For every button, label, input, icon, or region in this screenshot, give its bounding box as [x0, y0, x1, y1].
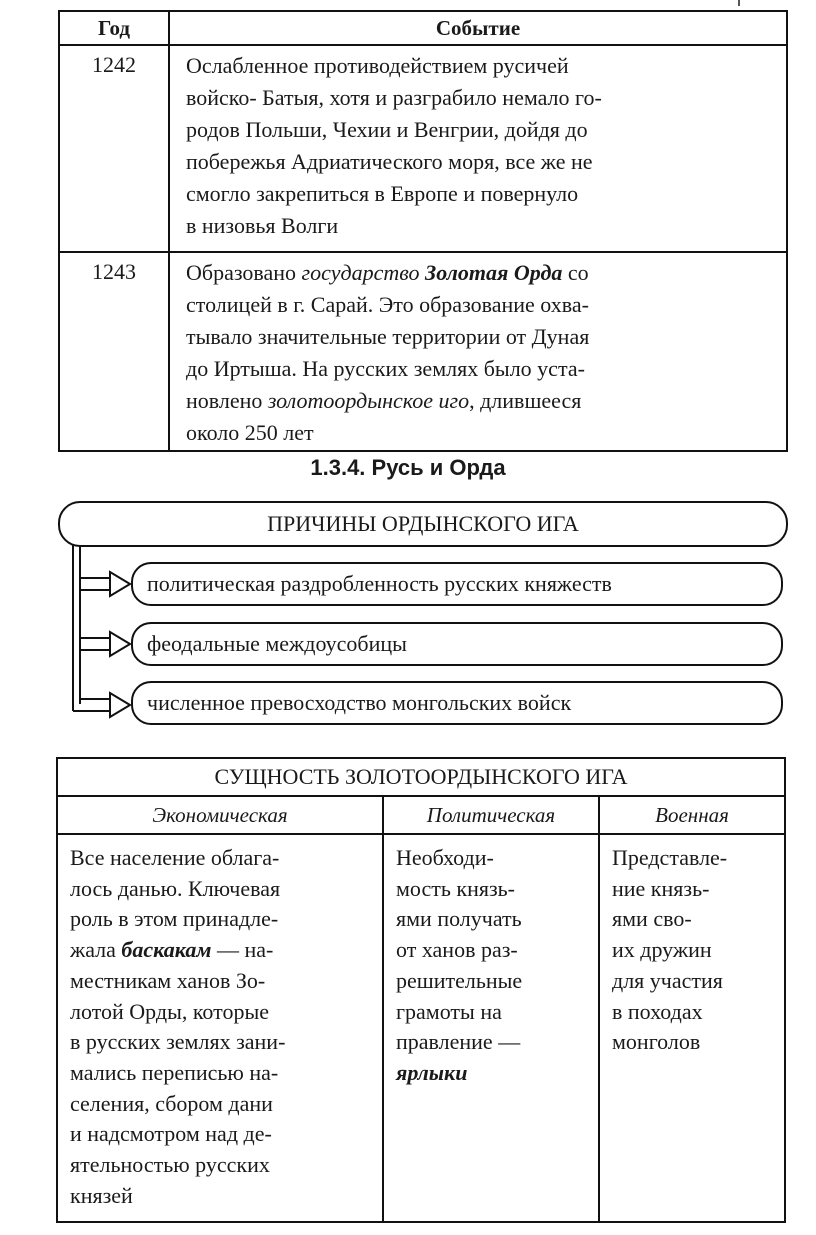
text-line	[70, 1150, 376, 1181]
key-term: ярлыки	[396, 1059, 468, 1085]
text-line	[70, 1058, 376, 1089]
text-segment: селения, сбором дани	[70, 1090, 273, 1116]
event-year: 1242	[59, 45, 169, 252]
cause-text: численное превосходство монгольских войск	[147, 690, 572, 715]
text-line	[396, 966, 592, 997]
text-segment: смогло закрепиться в Европе и повернуло	[186, 181, 579, 206]
text-segment: новлено	[186, 388, 268, 413]
text-segment: ями получать	[396, 906, 522, 932]
text-segment: тывало значительные территории от Дуная	[186, 324, 590, 349]
text-segment: жала	[70, 937, 122, 963]
aspect-military: Военная	[599, 796, 785, 834]
text-line	[612, 904, 778, 935]
text-segment: и надсмотром над де-	[70, 1121, 272, 1147]
text-segment: со	[562, 260, 589, 285]
section-title: 1.3.4. Русь и Орда	[310, 455, 506, 480]
header-year: Год	[59, 11, 169, 45]
text-segment: ятельностью русских	[70, 1152, 270, 1178]
political-description	[383, 834, 599, 1222]
key-term: Золотая Орда	[425, 260, 563, 285]
text-segment: мость князь-	[396, 875, 516, 901]
text-segment: в русских землях зани-	[70, 1029, 286, 1055]
text-line	[612, 997, 778, 1028]
text-segment: их дружин	[612, 937, 712, 963]
text-segment: Необходи-	[396, 845, 494, 870]
text-line	[70, 966, 376, 997]
essence-title-row	[57, 758, 785, 796]
text-segment: ние князь-	[612, 875, 710, 901]
text-line	[70, 843, 376, 874]
text-segment: родов Польши, Чехии и Венгрии, дойдя до	[186, 117, 588, 142]
economic-description	[57, 834, 383, 1222]
cause-box	[131, 562, 783, 606]
text-line	[612, 874, 778, 905]
text-line	[70, 1027, 376, 1058]
text-segment: мались переписью на-	[70, 1059, 279, 1085]
text-segment: около 250 лет	[186, 420, 314, 445]
text-line	[70, 997, 376, 1028]
text-line	[612, 843, 778, 874]
text-segment: Представле-	[612, 845, 728, 870]
text-segment: ями сво-	[612, 906, 692, 932]
text-line	[612, 1027, 778, 1058]
italic-term: государство	[301, 260, 420, 285]
text-segment: для участия	[612, 967, 723, 993]
text-line	[396, 874, 592, 905]
arrow-head	[110, 693, 130, 717]
text-segment: Ослабленное противодействием русичей	[186, 53, 569, 78]
text-segment: лотой Орды, которые	[70, 998, 270, 1024]
event-year: 1243	[59, 252, 169, 451]
essence-content-row	[57, 834, 785, 1222]
text-line	[70, 1089, 376, 1120]
cause-text: феодальные междоусобицы	[147, 631, 407, 656]
text-line	[70, 935, 376, 966]
text-line	[70, 1181, 376, 1212]
text-segment: местникам ханов Зо-	[70, 967, 266, 993]
text-segment: роль в этом принадле-	[70, 906, 279, 932]
text-line	[70, 874, 376, 905]
text-line	[612, 935, 778, 966]
text-segment: лось данью. Ключевая	[70, 875, 281, 901]
text-segment: войско- Батыя, хотя и разграбило немало го-	[186, 85, 602, 110]
text-segment: в походах	[612, 998, 703, 1024]
text-line	[70, 904, 376, 935]
text-line	[396, 843, 592, 874]
text-segment: Образовано	[186, 260, 302, 285]
header-event: Событие	[169, 11, 787, 45]
text-segment: монголов	[612, 1029, 701, 1055]
text-line	[396, 904, 592, 935]
text-segment: в низовья Волги	[186, 213, 339, 238]
text-segment: — на-	[211, 937, 274, 963]
key-term: баскакам	[121, 937, 212, 963]
essence-aspect-row	[57, 796, 785, 834]
text-segment: Все население облага-	[70, 845, 280, 870]
text-segment: князей	[70, 1182, 133, 1208]
military-description	[599, 834, 785, 1222]
text-line	[396, 997, 592, 1028]
essence-table	[56, 757, 786, 1223]
cause-box	[131, 622, 783, 666]
causes-title-box	[58, 501, 788, 547]
aspect-political: Политическая	[383, 796, 599, 834]
text-segment: решительные	[396, 967, 523, 993]
text-segment: побережья Адриатического моря, все же не	[186, 149, 593, 174]
arrow-head	[110, 572, 130, 596]
text-segment: столицей в г. Сарай. Это образование охва-	[186, 292, 589, 317]
text-line	[396, 1058, 592, 1089]
text-segment: правление —	[396, 1029, 521, 1055]
text-line	[396, 1027, 592, 1058]
text-line	[396, 935, 592, 966]
text-line	[612, 966, 778, 997]
text-segment: грамоты на	[396, 998, 502, 1024]
aspect-economic: Экономическая	[57, 796, 383, 834]
italic-term: золотоордынское иго	[267, 388, 470, 413]
cause-box	[131, 681, 783, 725]
causes-title: ПРИЧИНЫ ОРДЫНСКОГО ИГА	[267, 511, 579, 536]
essence-title: СУЩНОСТЬ ЗОЛОТООРДЫНСКОГО ИГА	[57, 758, 785, 796]
cause-text: политическая раздробленность русских княжеств	[147, 571, 612, 596]
text-segment: до Иртыша. На русских землях было уста-	[186, 356, 585, 381]
text-segment: от ханов раз-	[396, 937, 518, 963]
text-line	[70, 1119, 376, 1150]
text-segment: , длившееся	[469, 388, 582, 413]
arrow-head	[110, 632, 130, 656]
